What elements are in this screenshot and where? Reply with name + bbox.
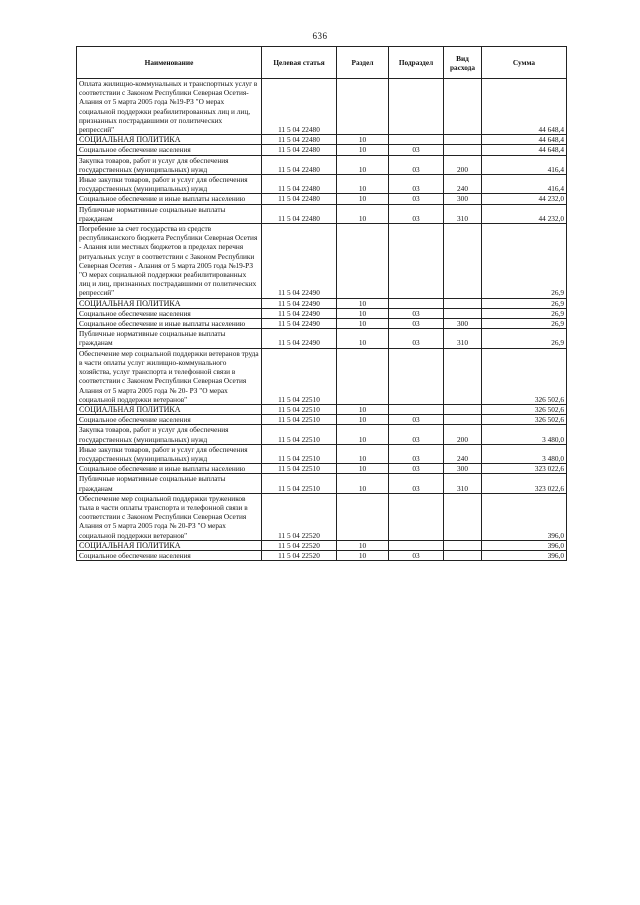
cell-kind: [444, 135, 482, 145]
cell-section: [337, 224, 389, 299]
cell-section: 10: [337, 540, 389, 550]
cell-sum: 326 502,6: [482, 348, 567, 404]
table-row: [77, 194, 567, 204]
cell-kind: 310: [444, 204, 482, 223]
cell-sum: 323 022,6: [482, 474, 567, 493]
cell-section: 10: [337, 155, 389, 174]
table-row: [77, 155, 567, 174]
cell-kind: [444, 540, 482, 550]
cell-section: 10: [337, 175, 389, 194]
cell-name: Социальное обеспечение и иные выплаты населению: [77, 319, 262, 329]
cell-target: 11 5 04 22490: [262, 319, 337, 329]
cell-target: 11 5 04 22480: [262, 175, 337, 194]
table-row: [77, 145, 567, 155]
cell-section: 10: [337, 204, 389, 223]
cell-sum: 26,9: [482, 329, 567, 348]
cell-target: 11 5 04 22510: [262, 474, 337, 493]
cell-section: 10: [337, 415, 389, 425]
cell-sum: 326 502,6: [482, 415, 567, 425]
cell-kind: 240: [444, 444, 482, 463]
cell-section: 10: [337, 550, 389, 560]
cell-name: Социальное обеспечение населения: [77, 415, 262, 425]
cell-sum: 3 480,0: [482, 425, 567, 444]
cell-subsection: [389, 135, 444, 145]
cell-name: Погребение за счет государства из средств республиканского бюджета Республики Северная Осетия - Алания или местных бюджетов в пределах перечня ритуальных услуг в соответствии с Законом Республики Северная Осетия - Алания от 5 марта 2005 года №19-РЗ "О мерах социальной поддержки реабилитированных лиц и лиц, признанных пострадавшими от политических репрессий": [77, 224, 262, 299]
cell-section: 10: [337, 319, 389, 329]
cell-kind: [444, 298, 482, 308]
cell-section: 10: [337, 444, 389, 463]
cell-subsection: [389, 493, 444, 540]
table-row: [77, 175, 567, 194]
cell-name: СОЦИАЛЬНАЯ ПОЛИТИКА: [77, 135, 262, 145]
cell-subsection: [389, 298, 444, 308]
cell-kind: [444, 145, 482, 155]
cell-section: 10: [337, 329, 389, 348]
cell-subsection: 03: [389, 415, 444, 425]
cell-sum: 3 480,0: [482, 444, 567, 463]
cell-name: Обеспечение мер социальной поддержки ветеранов труда в части оплаты услуг жилищно-коммунального хозяйства, услуг транспорта и телефонной связи в соответствии с Законом Республики Северная Осетия Алания от 5 марта 2005 года № 20- РЗ "О мерах социальной поддержки ветеранов": [77, 348, 262, 404]
cell-kind: [444, 308, 482, 318]
cell-sum: 323 022,6: [482, 464, 567, 474]
cell-target: 11 5 04 22480: [262, 194, 337, 204]
cell-sum: 396,0: [482, 493, 567, 540]
cell-subsection: 03: [389, 308, 444, 318]
cell-subsection: 03: [389, 145, 444, 155]
cell-name: Публичные нормативные социальные выплаты гражданам: [77, 474, 262, 493]
table-row: [77, 298, 567, 308]
cell-sum: 44 648,4: [482, 135, 567, 145]
cell-subsection: 03: [389, 204, 444, 223]
cell-subsection: [389, 79, 444, 135]
cell-kind: [444, 404, 482, 414]
table-row: [77, 415, 567, 425]
cell-sum: 26,9: [482, 319, 567, 329]
table-row: [77, 204, 567, 223]
cell-subsection: 03: [389, 444, 444, 463]
cell-subsection: [389, 540, 444, 550]
cell-sum: 326 502,6: [482, 404, 567, 414]
cell-subsection: 03: [389, 319, 444, 329]
cell-sum: 44 232,0: [482, 194, 567, 204]
cell-kind: 200: [444, 425, 482, 444]
cell-kind: 300: [444, 464, 482, 474]
cell-target: 11 5 04 22490: [262, 308, 337, 318]
cell-sum: 26,9: [482, 308, 567, 318]
cell-kind: 240: [444, 175, 482, 194]
cell-sum: 44 648,4: [482, 79, 567, 135]
cell-target: 11 5 04 22480: [262, 155, 337, 174]
table-row: [77, 224, 567, 299]
table-row: [77, 425, 567, 444]
table-row: [77, 474, 567, 493]
cell-name: Закупка товаров, работ и услуг для обеспечения государственных (муниципальных) нужд: [77, 155, 262, 174]
cell-name: СОЦИАЛЬНАЯ ПОЛИТИКА: [77, 298, 262, 308]
cell-section: 10: [337, 404, 389, 414]
cell-target: 11 5 04 22510: [262, 464, 337, 474]
cell-target: 11 5 04 22510: [262, 348, 337, 404]
table-row: [77, 444, 567, 463]
cell-name: Социальное обеспечение и иные выплаты населению: [77, 194, 262, 204]
cell-kind: 310: [444, 329, 482, 348]
cell-section: 10: [337, 298, 389, 308]
cell-kind: [444, 348, 482, 404]
table-row: [77, 464, 567, 474]
cell-kind: [444, 415, 482, 425]
cell-subsection: [389, 404, 444, 414]
cell-section: 10: [337, 474, 389, 493]
cell-section: 10: [337, 464, 389, 474]
budget-table: [76, 46, 567, 561]
cell-subsection: [389, 348, 444, 404]
cell-sum: 396,0: [482, 540, 567, 550]
cell-sum: 416,4: [482, 155, 567, 174]
cell-kind: 300: [444, 319, 482, 329]
cell-section: 10: [337, 425, 389, 444]
page-number: 636: [312, 31, 328, 41]
cell-kind: 300: [444, 194, 482, 204]
cell-kind: 200: [444, 155, 482, 174]
cell-name: Закупка товаров, работ и услуг для обеспечения государственных (муниципальных) нужд: [77, 425, 262, 444]
table-row: [77, 329, 567, 348]
header-expense-type: Вид расхода: [444, 47, 482, 79]
cell-target: 11 5 04 22480: [262, 135, 337, 145]
cell-sum: 44 232,0: [482, 204, 567, 223]
cell-name: Публичные нормативные социальные выплаты гражданам: [77, 329, 262, 348]
cell-kind: [444, 550, 482, 560]
table-row: [77, 550, 567, 560]
cell-section: 10: [337, 135, 389, 145]
table-row: [77, 540, 567, 550]
header-sum: Сумма: [482, 47, 567, 79]
cell-kind: 310: [444, 474, 482, 493]
cell-sum: 396,0: [482, 550, 567, 560]
cell-name: Иные закупки товаров, работ и услуг для обеспечения государственных (муниципальных) нужд: [77, 175, 262, 194]
cell-section: [337, 493, 389, 540]
cell-sum: 44 648,4: [482, 145, 567, 155]
cell-target: 11 5 04 22490: [262, 224, 337, 299]
cell-sum: 26,9: [482, 224, 567, 299]
cell-section: 10: [337, 308, 389, 318]
cell-subsection: 03: [389, 550, 444, 560]
cell-subsection: 03: [389, 425, 444, 444]
cell-subsection: 03: [389, 329, 444, 348]
cell-target: 11 5 04 22510: [262, 404, 337, 414]
cell-subsection: 03: [389, 194, 444, 204]
cell-subsection: 03: [389, 175, 444, 194]
cell-section: 10: [337, 145, 389, 155]
cell-name: Социальное обеспечение населения: [77, 145, 262, 155]
table-row: [77, 135, 567, 145]
cell-name: СОЦИАЛЬНАЯ ПОЛИТИКА: [77, 540, 262, 550]
cell-target: 11 5 04 22510: [262, 425, 337, 444]
header-name: Наименование: [77, 47, 262, 79]
cell-subsection: 03: [389, 474, 444, 493]
cell-name: Оплата жилищно-коммунальных и транспортных услуг в соответствии с Законом Республики Северная Осетия-Алания от 5 марта 2005 года №19-РЗ "О мерах социальной поддержки реабилитированных лиц и лиц, признанных пострадавшими от политических репрессий": [77, 79, 262, 135]
cell-kind: [444, 79, 482, 135]
cell-kind: [444, 224, 482, 299]
cell-target: 11 5 04 22480: [262, 145, 337, 155]
cell-target: 11 5 04 22520: [262, 493, 337, 540]
cell-section: [337, 348, 389, 404]
header-section: Раздел: [337, 47, 389, 79]
cell-name: Социальное обеспечение населения: [77, 308, 262, 318]
cell-target: 11 5 04 22510: [262, 444, 337, 463]
cell-target: 11 5 04 22490: [262, 329, 337, 348]
cell-target: 11 5 04 22520: [262, 540, 337, 550]
cell-sum: 416,4: [482, 175, 567, 194]
cell-section: 10: [337, 194, 389, 204]
table-row: [77, 493, 567, 540]
cell-name: СОЦИАЛЬНАЯ ПОЛИТИКА: [77, 404, 262, 414]
header-target: Целевая статья: [262, 47, 337, 79]
cell-sum: 26,9: [482, 298, 567, 308]
cell-name: Социальное обеспечение населения: [77, 550, 262, 560]
cell-subsection: 03: [389, 155, 444, 174]
table-row: [77, 319, 567, 329]
cell-subsection: 03: [389, 464, 444, 474]
cell-target: 11 5 04 22490: [262, 298, 337, 308]
cell-subsection: [389, 224, 444, 299]
table-row: [77, 79, 567, 135]
table-row: [77, 348, 567, 404]
table-header-row: [77, 47, 567, 79]
cell-target: 11 5 04 22510: [262, 415, 337, 425]
table-row: [77, 308, 567, 318]
cell-name: Социальное обеспечение и иные выплаты населению: [77, 464, 262, 474]
table-row: [77, 404, 567, 414]
cell-section: [337, 79, 389, 135]
cell-name: Обеспечение мер социальной поддержки тружеников тыла в части оплаты транспорта и телефонной связи в соответствии с Законом Республики Северная Осетия Алания от 5 марта 2005 года № 20-РЗ "О мерах социальной поддержки ветеранов": [77, 493, 262, 540]
cell-name: Публичные нормативные социальные выплаты гражданам: [77, 204, 262, 223]
cell-name: Иные закупки товаров, работ и услуг для обеспечения государственных (муниципальных) нужд: [77, 444, 262, 463]
cell-kind: [444, 493, 482, 540]
cell-target: 11 5 04 22480: [262, 204, 337, 223]
header-subsection: Подраздел: [389, 47, 444, 79]
cell-target: 11 5 04 22480: [262, 79, 337, 135]
cell-target: 11 5 04 22520: [262, 550, 337, 560]
